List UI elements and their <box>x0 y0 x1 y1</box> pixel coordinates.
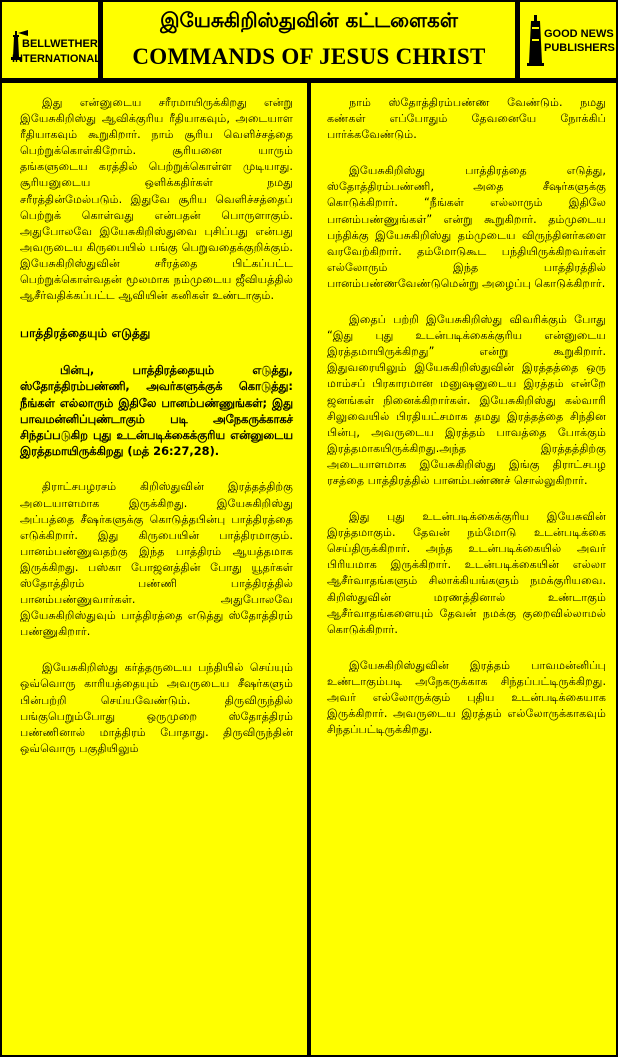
left-column <box>2 83 307 1055</box>
section-heading: பாத்திரத்தையும் எடுத்து <box>20 326 151 341</box>
scripture-verse: பின்பு, பாத்திரத்தையும் எடுத்து, ஸ்தோத்திரம்பண்ணி, அவர்களுக்குக் கொடுத்து: நீங்கள் எல்லாரும் இதிலே பானம்பண்ணுங்கள்; இது பாவமன்னிப்புண்டாகும் படி அநேகருக்காகச் சிந்தப்படுகிற புது உடன்படிக்கைக்குரிய என்னுடைய இரத்தமாயிருக்கிறது (மத் 26:27,28). <box>20 363 293 459</box>
bellwether-line2: INTERNATIONAL <box>12 53 102 65</box>
right-column <box>311 83 616 1055</box>
good-news-line1: GOOD NEWS <box>544 28 614 40</box>
right-paragraph-3: இதைப் பற்றி இயேசுகிறிஸ்து விவரிக்கும் போது “இது புது உடன்படிக்கைக்குரிய என்னுடைய இரத்தமாயிருக்கிறது” என்று கூறுகிறார். இதுவரையிலும் இயேசுகிறிஸ்துவின் இரத்தத்தை ஒரு மாம்சப் பிரகாரமான மனுஷனுடைய இரத்தம் என்றே ஜனங்கள் நினைக்கிறார்கள். இயேசுகிறிஸ்து கல்வாரி சிலுவையில் பிரதியட்சமாக தமது இரத்தத்தை சிந்தின பின்பு, அவருடைய இரத்தம் பாவத்தை போக்கும் இரத்தமாகயிருக்கிறது.அந்த இரத்தத்திற்கு அடையாளமாக இயேசுகிறிஸ்து இங்கு திராட்சபழ ரசத்தை பாத்திரத்தில் பானம்பண்ணச் சொல்லுகிறார். <box>327 313 606 487</box>
right-paragraph-4: இது புது உடன்படிக்கைக்குரிய இயேசுவின் இரத்தமாகும். தேவன் நம்மோடு உடன்படிக்கை செய்திருக்கிறார். அந்த உடன்படிக்கையில் அவர் பிரியமாக இருக்கிறார். உடன்படிக்கையின் எல்லா ஆசீர்வாதங்களும் சிலாக்கியங்களும் நமக்குரியவை. கிறிஸ்துவின் மரணத்தினால் உண்டாகும் ஆசீர்வாதங்களையும் தேவன் நமக்கு குறைவில்லாமல் கொடுக்கிறார். <box>327 510 606 636</box>
left-logo-box <box>2 2 102 78</box>
right-logo-box <box>520 2 616 78</box>
left-paragraph-2: திராட்சபழரசம் கிறிஸ்துவின் இரத்தத்திற்கு அடையாளமாக இருக்கிறது. இயேசுகிறிஸ்து அப்பத்தை சீஷர்களுக்கு கொடுத்தபின்பு பாத்திரத்தை எடுக்கிறார். இது கிருபையின் பாத்திரமாகும். பானம்பண்ணுவதற்கு இந்த பாத்திரம் ஆயத்தமாக இருக்கிறது. பஸ்கா போஜனத்தின் போது யூதர்கள் ஸ்தோத்திரம் பண்ணி பாத்திரத்தில் பானம்பண்ணுவார்கள். அதுபோலவே இயேசுகிறிஸ்துவும் பாத்திரத்தை எடுத்து ஸ்தோத்திரம் பண்ணுகிறார். <box>20 480 293 639</box>
right-paragraph-1: நாம் ஸ்தோத்திரம்பண்ண வேண்டும். நமது கண்கள் எப்போதும் தேவனையே நோக்கிப் பார்க்கவேண்டும். <box>327 96 606 142</box>
title-box <box>103 2 515 78</box>
page-title-tamil: இயேசுகிறிஸ்துவின் கட்டளைகள் <box>160 8 458 32</box>
right-paragraph-5: இயேசுகிறிஸ்துவின் இரத்தம் பாவமன்னிப்பு உண்டாகும்படி அநேகருக்காக சிந்தப்பட்டிருக்கிறது. அவர் எல்லோருக்கும் புதிய உடன்படிக்கையாக இருக்கிறார். அவருடைய இரத்தம் எல்லோருக்காகவும் சிந்தப்பட்டிருக்கிறது. <box>327 658 606 737</box>
bellwether-line1: BELLWETHER <box>22 38 98 50</box>
good-news-line2: PUBLISHERS <box>544 42 615 54</box>
right-paragraph-2: இயேசுகிறிஸ்து பாத்திரத்தை எடுத்து, ஸ்தோத்திரம்பண்ணி, அதை சீஷர்களுக்கு கொடுக்கிறார். “நீங்கள் எல்லாரும் இதிலே பானம்பண்ணுங்கள்” என்று கூறுகிறார். தம்முடைய பந்திக்கு இயேசுகிறிஸ்து தம்முடைய விருந்தினர்களை வரவேற்கிறார். தம்மோடுகூட பந்தியிருக்கிறவர்கள் எல்லோரும் இந்த பாத்திரத்தில் பானம்பண்ணவேண்டுமென்று அழைப்பு கொடுக்கிறார். <box>327 164 606 290</box>
page-title-english: COMMANDS OF JESUS CHRIST <box>132 44 486 69</box>
left-paragraph-3: இயேசுகிறிஸ்து கர்த்தருடைய பந்தியில் செய்யும் ஒவ்வொரு காரியத்தையும் அவருடைய சீஷர்களும் பின்பற்றி செய்யவேண்டும். திருவிருந்தில் பங்குபெறும்போது ஒருமுறை ஸ்தோத்திரம் பண்ணினால் மாத்திரம் போதாது. திருவிருந்தின் ஒவ்வொரு பகுதியிலும் <box>20 661 293 755</box>
left-paragraph-1: இது என்னுடைய சரீரமாயிருக்கிறது என்று இயேசுகிறிஸ்து ஆவிக்குரிய ரீதியாகவும், அடையாள ரீதியாகவும் கூறுகிறார். நாம் சூரிய வெளிச்சத்தை பெற்றுக்கொள்கிறோம். சூரியனை யாரும் தங்களுடைய கரத்தில் பெற்றுக்கொள்ள முடியாது. சூரியனுடைய ஒளிக்கதிர்கள் நமது சரீரத்தின்மேல்படும். இதுவே சூரிய வெளிச்சத்தைப் பெற்றுக் கொள்வது என்பதன் பொருளாகும். அதுபோலவே இயேசுகிறிஸ்துவை புசிப்பது என்பது அவருடைய கிருபையில் பங்கு பெறுவதைக்குறிக்கும். இயேசுகிறிஸ்துவின் சரீரத்தை பிட்கப்பட்ட பெற்றுக்கொள்வதன் மூலமாக நம்முடைய ஜீவியத்தில் ஆசீர்வதிக்கப்பட்ட ஆவியின் கனிகள் உண்டாகும். <box>20 96 293 303</box>
